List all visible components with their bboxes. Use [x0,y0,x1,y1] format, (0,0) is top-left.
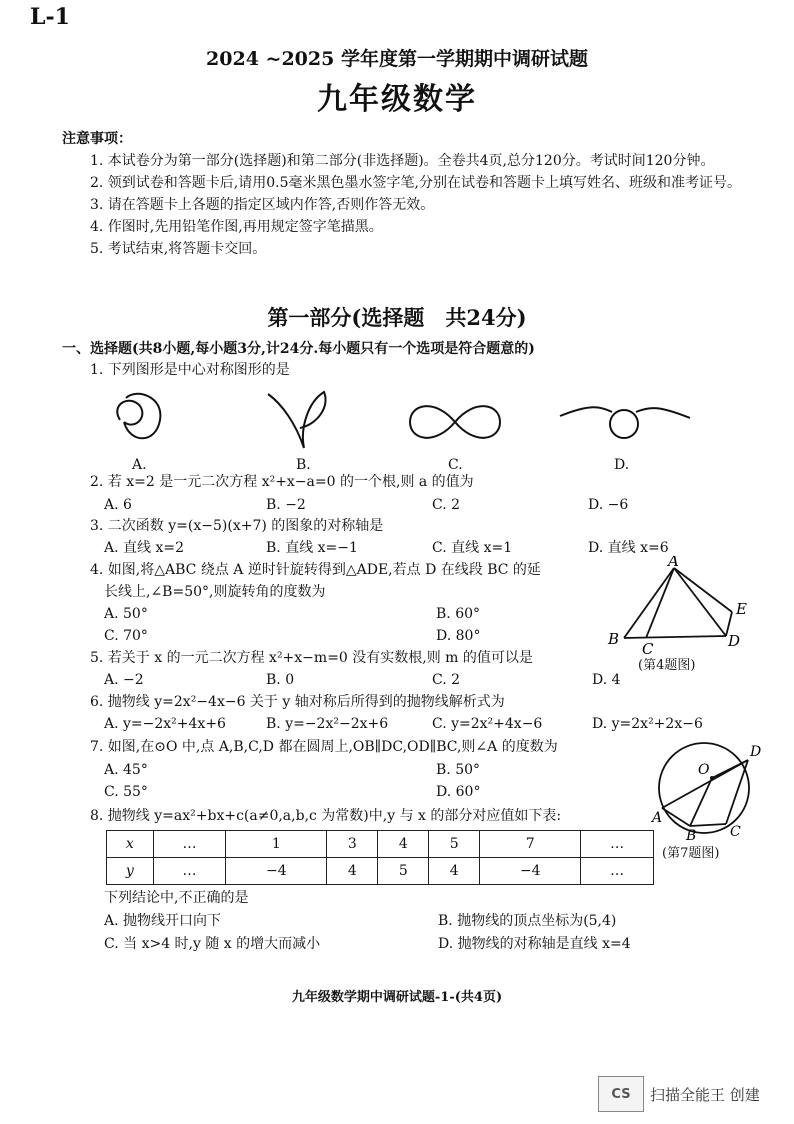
table-cell: 5 [429,831,480,858]
question-1-stem: 1. 下列图形是中心对称图形的是 [90,362,290,378]
exam-subject-title: 九年级数学 [317,82,477,117]
scanner-watermark [598,1076,760,1112]
question-6-stem: 6. 抛物线 y=2x²−4x−6 关于 y 轴对称后所得到的抛物线解析式为 [90,694,505,710]
figure-a-loop-shape [117,394,160,438]
table-row [107,831,654,858]
q4-option-b: B. 60° [436,606,481,622]
q5-option-b: B. 0 [266,672,295,688]
table-cell: 4 [327,858,378,885]
table-cell: −4 [226,858,327,885]
instruction-item: 5. 考试结束,将答题卡交回。 [90,241,267,257]
table-cell: −4 [480,858,581,885]
q5-option-d: D. 4 [592,672,621,688]
q3-option-d: D. 直线 x=6 [588,540,669,556]
question-2-stem: 2. 若 x=2 是一元二次方程 x²+x−a=0 的一个根,则 a 的值为 [90,474,474,490]
table-cell: x [107,831,154,858]
q7-figure-caption: (第7题图) [662,846,720,861]
exam-year-title: 2024 ~2025 学年度第一学期期中调研试题 [206,48,588,70]
question-4-stem-line1: 4. 如图,将△ABC 绕点 A 逆时针旋转得到△ADE,若点 D 在线段 BC 的延 [90,562,541,578]
instruction-item: 4. 作图时,先用铅笔作图,再用规定签字笔描黑。 [90,219,383,235]
figure-c-infinity-shape [410,406,500,438]
figure-b-curve-shape [268,392,326,448]
q7-option-a: A. 45° [104,762,148,778]
q4-point-c: C [642,640,654,656]
q7-point-b: B [686,828,697,842]
section-heading: 一、选择题(共8小题,每小题3分,计24分.每小题只有一个选项是符合题意的) [62,341,535,357]
instructions [62,128,742,260]
q4-option-a: A. 50° [104,606,148,622]
q4-option-c: C. 70° [104,628,148,644]
q6-option-a: A. y=−2x²+4x+6 [104,716,226,732]
q3-option-a: A. 直线 x=2 [104,540,184,556]
table-cell: … [153,858,226,885]
table-cell: y [107,858,154,885]
scanner-logo-text: CS [611,1086,631,1102]
q8-value-table [106,830,654,885]
table-cell: 3 [327,831,378,858]
q4-point-a: A [668,556,679,570]
question-5-stem: 5. 若关于 x 的一元二次方程 x²+x−m=0 没有实数根,则 m 的值可以是 [90,650,533,666]
q5-option-a: A. −2 [104,672,144,688]
q7-point-o: O [698,762,710,778]
q7-point-c: C [730,824,741,840]
q7-option-b: B. 50° [436,762,481,778]
q5-option-c: C. 2 [432,672,461,688]
table-cell: … [153,831,226,858]
q2-option-d: D. −6 [588,497,629,513]
table-cell: … [581,831,654,858]
q1-figures [100,384,690,456]
table-row [107,858,654,885]
paper-code: L-1 [30,4,70,30]
q1-option-a: A. [132,457,147,473]
instructions-heading: 注意事项： [62,131,132,147]
question-4-stem-line2: 长线上,∠B=50°,则旋转角的度数为 [104,584,326,600]
q8-prompt: 下列结论中,不正确的是 [104,890,249,906]
question-7-stem: 7. 如图,在⊙O 中,点 A,B,C,D 都在圆周上,OB∥DC,OD∥BC,则∠A 的度数为 [90,739,558,755]
q7-point-d: D [750,744,762,760]
q2-option-b: B. −2 [266,497,306,513]
question-3-stem: 3. 二次函数 y=(x−5)(x+7) 的图象的对称轴是 [90,518,384,534]
table-cell: 1 [226,831,327,858]
part-one-title: 第一部分(选择题 共24分) [267,305,527,330]
q1-option-d: D. [614,457,630,473]
q4-figure-caption: (第4题图) [638,658,696,673]
q8-option-c: C. 当 x>4 时,y 随 x 的增大而减小 [104,936,321,952]
q4-point-e: E [736,600,747,618]
q4-option-d: D. 80° [436,628,481,644]
q7-circle-figure [650,738,770,842]
q7-center-point [710,776,714,780]
table-cell: … [581,858,654,885]
q7-option-d: D. 60° [436,784,481,800]
q6-option-c: C. y=2x²+4x−6 [432,716,543,732]
q6-option-d: D. y=2x²+2x−6 [592,716,703,732]
q8-option-b: B. 抛物线的顶点坐标为(5,4) [438,913,617,929]
q4-triangle-figure [604,556,764,656]
table-cell: 7 [480,831,581,858]
scanner-logo-icon [598,1076,644,1112]
q2-option-a: A. 6 [104,497,132,513]
table-cell: 4 [429,858,480,885]
question-8-stem: 8. 抛物线 y=ax²+bx+c(a≠0,a,b,c 为常数)中,y 与 x 的部分对应值如下表: [90,808,562,824]
q6-option-b: B. y=−2x²−2x+6 [266,716,389,732]
q4-point-b: B [608,630,620,648]
q8-option-d: D. 抛物线的对称轴是直线 x=4 [438,936,631,952]
watermark-text: 扫描全能王 创建 [650,1085,760,1104]
q3-option-b: B. 直线 x=−1 [266,540,358,556]
table-cell: 4 [378,831,429,858]
q2-option-c: C. 2 [432,497,461,513]
q1-option-c: C. [448,457,463,473]
instruction-item: 2. 领到试卷和答题卡后,请用0.5毫米黑色墨水签字笔,分别在试卷和答题卡上填写姓名、班级和准考证号。 [90,175,741,191]
q7-point-a: A [652,810,663,826]
table-cell: 5 [378,858,429,885]
q8-option-a: A. 抛物线开口向下 [104,913,222,929]
q4-point-d: D [728,632,741,650]
figure-d-wave-circle-shape [560,407,690,438]
instruction-item: 1. 本试卷分为第一部分(选择题)和第二部分(非选择题)。全卷共4页,总分120分。考试时间120分钟。 [90,153,715,169]
q3-option-c: C. 直线 x=1 [432,540,513,556]
instruction-item: 3. 请在答题卡上各题的指定区域内作答,否则作答无效。 [90,197,435,213]
q7-option-c: C. 55° [104,784,148,800]
q1-option-b: B. [296,457,311,473]
page-footer: 九年级数学期中调研试题-1-(共4页) [291,990,503,1005]
